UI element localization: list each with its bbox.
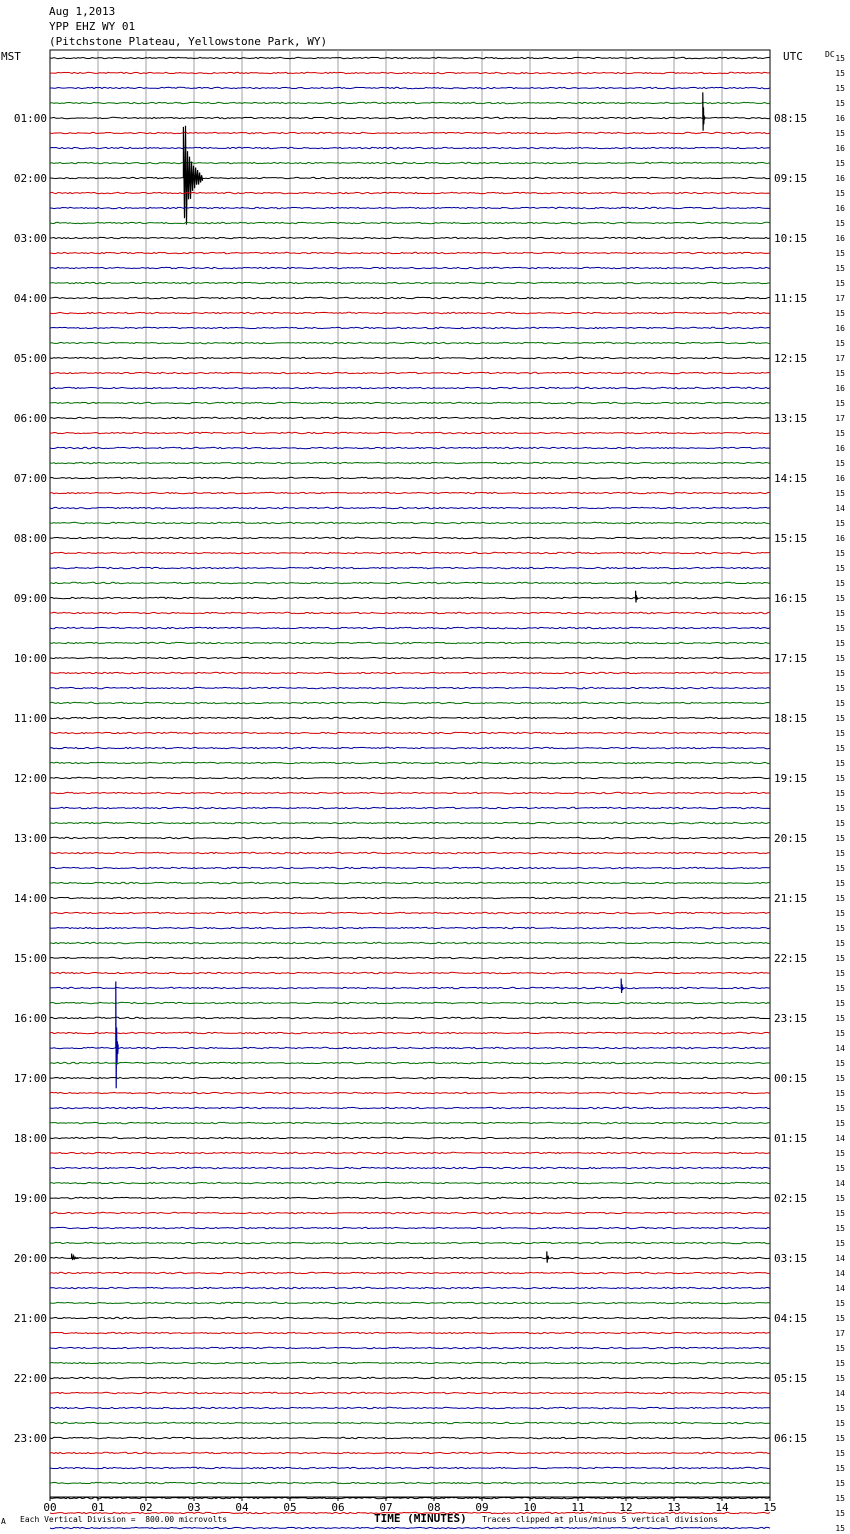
trace-row bbox=[50, 462, 770, 463]
dc-offset-label: 16 bbox=[835, 114, 845, 123]
dc-label: DC bbox=[825, 50, 835, 59]
trace-row bbox=[50, 837, 770, 838]
trace-row bbox=[50, 72, 770, 73]
seismic-event bbox=[116, 982, 118, 1089]
trace-row bbox=[50, 342, 770, 343]
right-hour-label: 12:15 bbox=[774, 352, 808, 365]
dc-offset-label: 15 bbox=[835, 1434, 845, 1443]
x-tick-label: 00 bbox=[43, 1501, 57, 1514]
dc-offset-label: 15 bbox=[835, 1029, 845, 1038]
dc-offset-label: 15 bbox=[835, 819, 845, 828]
dc-offset-label: 15 bbox=[835, 1119, 845, 1128]
station-label: YPP EHZ WY 01 bbox=[49, 20, 136, 33]
trace-row bbox=[50, 492, 770, 493]
right-hour-label: 21:15 bbox=[774, 892, 808, 905]
right-hour-label: 00:15 bbox=[774, 1072, 808, 1085]
dc-offset-label: 14 bbox=[835, 1254, 845, 1263]
left-hour-label: 06:00 bbox=[13, 412, 47, 425]
trace-row bbox=[50, 372, 770, 373]
trace-row bbox=[50, 1407, 770, 1408]
dc-offset-label: 15 bbox=[835, 1314, 845, 1323]
trace-row bbox=[50, 1242, 770, 1243]
dc-offset-label: 15 bbox=[835, 1494, 845, 1503]
trace-row bbox=[50, 1362, 770, 1363]
trace-row bbox=[50, 1257, 770, 1258]
left-hour-label: 23:00 bbox=[13, 1432, 47, 1445]
left-hour-label: 09:00 bbox=[13, 592, 47, 605]
right-hour-label: 01:15 bbox=[774, 1132, 808, 1145]
trace-row bbox=[50, 282, 770, 283]
trace-row bbox=[50, 267, 770, 268]
x-tick-label: 02 bbox=[139, 1501, 153, 1514]
trace-row bbox=[50, 1167, 770, 1168]
dc-offset-label: 16 bbox=[835, 204, 845, 213]
left-hour-label: 08:00 bbox=[13, 532, 47, 545]
trace-row bbox=[50, 507, 770, 508]
dc-offset-label: 15 bbox=[835, 129, 845, 138]
left-hour-label: 19:00 bbox=[13, 1192, 47, 1205]
trace-row bbox=[50, 387, 770, 388]
dc-offset-label: 15 bbox=[835, 489, 845, 498]
dc-offset-label: 15 bbox=[835, 1299, 845, 1308]
seismic-event bbox=[547, 1251, 549, 1262]
dc-offset-label: 15 bbox=[835, 804, 845, 813]
dc-offset-label: 15 bbox=[835, 54, 845, 63]
right-hour-label: 04:15 bbox=[774, 1312, 808, 1325]
trace-row bbox=[50, 402, 770, 403]
dc-offset-label: 15 bbox=[835, 1374, 845, 1383]
dc-offset-label: 14 bbox=[835, 1134, 845, 1143]
dc-offset-label: 15 bbox=[835, 459, 845, 468]
trace-row bbox=[50, 252, 770, 253]
trace-row bbox=[50, 1332, 770, 1333]
trace-row bbox=[50, 327, 770, 328]
dc-offset-label: 15 bbox=[835, 834, 845, 843]
left-hour-label: 12:00 bbox=[13, 772, 47, 785]
dc-offset-label: 15 bbox=[835, 429, 845, 438]
trace-row bbox=[50, 792, 770, 793]
dc-offset-label: 17 bbox=[835, 354, 845, 363]
trace-row bbox=[50, 237, 770, 238]
dc-offset-label: 15 bbox=[835, 549, 845, 558]
right-hour-label: 05:15 bbox=[774, 1372, 808, 1385]
trace-row bbox=[50, 1452, 770, 1453]
dc-offset-label: 15 bbox=[835, 789, 845, 798]
dc-offset-label: 15 bbox=[835, 1164, 845, 1173]
dc-offset-label: 15 bbox=[835, 639, 845, 648]
trace-row bbox=[50, 897, 770, 898]
dc-offset-label: 15 bbox=[835, 744, 845, 753]
trace-row bbox=[50, 222, 770, 223]
left-hour-label: 18:00 bbox=[13, 1132, 47, 1145]
date-label: Aug 1,2013 bbox=[49, 5, 116, 18]
trace-row bbox=[50, 1047, 770, 1048]
dc-offset-label: 15 bbox=[835, 309, 845, 318]
trace-row bbox=[50, 1197, 770, 1198]
dc-offset-label: 15 bbox=[835, 939, 845, 948]
dc-offset-label: 15 bbox=[835, 729, 845, 738]
dc-offset-label: 15 bbox=[835, 924, 845, 933]
trace-row bbox=[50, 1062, 770, 1063]
trace-row bbox=[50, 627, 770, 628]
x-tick-label: 05 bbox=[283, 1501, 297, 1514]
dc-offset-label: 16 bbox=[835, 144, 845, 153]
trace-row bbox=[50, 1032, 770, 1033]
dc-offset-label: 15 bbox=[835, 1509, 845, 1518]
trace-row bbox=[50, 642, 770, 643]
left-hour-label: 15:00 bbox=[13, 952, 47, 965]
left-hour-label: 01:00 bbox=[13, 112, 47, 125]
trace-row bbox=[50, 1287, 770, 1288]
dc-offset-label: 14 bbox=[835, 1179, 845, 1188]
right-hour-label: 19:15 bbox=[774, 772, 808, 785]
right-hour-label: 09:15 bbox=[774, 172, 808, 185]
dc-offset-label: 15 bbox=[835, 1074, 845, 1083]
trace-row bbox=[50, 852, 770, 853]
trace-row bbox=[50, 1137, 770, 1138]
clip-text: Traces clipped at plus/minus 5 vertical divisions bbox=[482, 1515, 719, 1524]
right-hour-label: 23:15 bbox=[774, 1012, 808, 1025]
right-hour-label: 22:15 bbox=[774, 952, 808, 965]
right-hour-label: 08:15 bbox=[774, 112, 808, 125]
right-hour-label: 15:15 bbox=[774, 532, 808, 545]
trace-row bbox=[50, 927, 770, 928]
right-hour-label: 18:15 bbox=[774, 712, 808, 725]
trace-row bbox=[50, 102, 770, 103]
plot-frame bbox=[50, 50, 770, 1497]
dc-offset-label: 15 bbox=[835, 1239, 845, 1248]
dc-offset-label: 16 bbox=[835, 384, 845, 393]
dc-offset-label: 15 bbox=[835, 669, 845, 678]
trace-row bbox=[50, 747, 770, 748]
trace-row bbox=[50, 132, 770, 133]
left-hour-label: 17:00 bbox=[13, 1072, 47, 1085]
trace-row bbox=[50, 687, 770, 688]
dc-offset-label: 15 bbox=[835, 1194, 845, 1203]
right-hour-label: 02:15 bbox=[774, 1192, 808, 1205]
dc-offset-label: 14 bbox=[835, 504, 845, 513]
x-tick-label: 10 bbox=[523, 1501, 537, 1514]
trace-row bbox=[50, 1497, 770, 1498]
dc-offset-label: 15 bbox=[835, 759, 845, 768]
trace-row bbox=[50, 162, 770, 163]
x-tick-label: 01 bbox=[91, 1501, 105, 1514]
dc-offset-label: 15 bbox=[835, 1089, 845, 1098]
trace-row bbox=[50, 597, 770, 598]
right-hour-label: 20:15 bbox=[774, 832, 808, 845]
dc-offset-label: 15 bbox=[835, 69, 845, 78]
dc-offset-label: 15 bbox=[835, 1224, 845, 1233]
dc-offset-label: 15 bbox=[835, 279, 845, 288]
dc-offset-label: 15 bbox=[835, 714, 845, 723]
left-hour-label: 02:00 bbox=[13, 172, 47, 185]
dc-offset-label: 14 bbox=[835, 1044, 845, 1053]
dc-offset-label: 15 bbox=[835, 969, 845, 978]
x-tick-label: 14 bbox=[715, 1501, 729, 1514]
left-hour-label: 10:00 bbox=[13, 652, 47, 665]
left-hour-label: 05:00 bbox=[13, 352, 47, 365]
trace-row bbox=[50, 1077, 770, 1078]
trace-row bbox=[50, 867, 770, 868]
x-tick-label: 13 bbox=[667, 1501, 681, 1514]
dc-offset-label: 15 bbox=[835, 999, 845, 1008]
trace-row bbox=[50, 912, 770, 913]
dc-offset-label: 15 bbox=[835, 159, 845, 168]
dc-offset-label: 15 bbox=[835, 609, 845, 618]
trace-row bbox=[50, 1017, 770, 1018]
left-hour-label: 13:00 bbox=[13, 832, 47, 845]
dc-offset-label: 14 bbox=[835, 1269, 845, 1278]
trace-row bbox=[50, 177, 770, 178]
dc-offset-label: 15 bbox=[835, 984, 845, 993]
x-tick-label: 15 bbox=[763, 1501, 777, 1514]
trace-row bbox=[50, 1347, 770, 1348]
dc-offset-label: 15 bbox=[835, 849, 845, 858]
right-hour-label: 06:15 bbox=[774, 1432, 808, 1445]
trace-row bbox=[50, 1302, 770, 1303]
dc-offset-label: 15 bbox=[835, 1209, 845, 1218]
dc-offset-label: 15 bbox=[835, 1149, 845, 1158]
x-tick-label: 07 bbox=[379, 1501, 393, 1514]
dc-offset-label: 15 bbox=[835, 879, 845, 888]
trace-row bbox=[50, 537, 770, 538]
trace-row bbox=[50, 192, 770, 193]
seismic-event bbox=[183, 126, 202, 225]
right-hour-label: 16:15 bbox=[774, 592, 808, 605]
dc-offset-label: 15 bbox=[835, 1014, 845, 1023]
scale-text: Each Vertical Division = 800.00 microvolts bbox=[20, 1515, 228, 1524]
trace-row bbox=[50, 987, 770, 988]
dc-offset-label: 15 bbox=[835, 99, 845, 108]
dc-offset-label: 15 bbox=[835, 1404, 845, 1413]
dc-offset-label: 15 bbox=[835, 564, 845, 573]
location-label: (Pitchstone Plateau, Yellowstone Park, WY) bbox=[49, 35, 328, 48]
dc-offset-label: 15 bbox=[835, 699, 845, 708]
left-hour-label: 16:00 bbox=[13, 1012, 47, 1025]
left-hour-label: 07:00 bbox=[13, 472, 47, 485]
trace-row bbox=[50, 1527, 770, 1528]
trace-row bbox=[50, 1467, 770, 1468]
dc-offset-label: 15 bbox=[835, 1479, 845, 1488]
trace-row bbox=[50, 702, 770, 703]
dc-offset-label: 15 bbox=[835, 624, 845, 633]
dc-offset-label: 15 bbox=[835, 654, 845, 663]
right-hour-label: 17:15 bbox=[774, 652, 808, 665]
trace-row bbox=[50, 1182, 770, 1183]
dc-offset-label: 15 bbox=[835, 864, 845, 873]
trace-row bbox=[50, 357, 770, 358]
trace-row bbox=[50, 732, 770, 733]
dc-offset-label: 15 bbox=[835, 369, 845, 378]
dc-offset-label: 16 bbox=[835, 474, 845, 483]
trace-row bbox=[50, 1317, 770, 1318]
trace-row bbox=[50, 417, 770, 418]
trace-row bbox=[50, 882, 770, 883]
x-tick-label: 12 bbox=[619, 1501, 633, 1514]
dc-offset-label: 16 bbox=[835, 444, 845, 453]
dc-offset-label: 15 bbox=[835, 249, 845, 258]
trace-row bbox=[50, 777, 770, 778]
trace-row bbox=[50, 822, 770, 823]
right-hour-label: 11:15 bbox=[774, 292, 808, 305]
trace-row bbox=[50, 1122, 770, 1123]
right-hour-label: 14:15 bbox=[774, 472, 808, 485]
x-axis-title: TIME (MINUTES) bbox=[374, 1512, 467, 1525]
dc-offset-label: 15 bbox=[835, 894, 845, 903]
dc-offset-label: 15 bbox=[835, 519, 845, 528]
dc-offset-label: 15 bbox=[835, 1359, 845, 1368]
dc-offset-label: 14 bbox=[835, 1284, 845, 1293]
right-timezone-label: UTC bbox=[783, 50, 803, 63]
trace-row bbox=[50, 582, 770, 583]
dc-offset-label: 15 bbox=[835, 189, 845, 198]
right-hour-label: 10:15 bbox=[774, 232, 808, 245]
dc-offset-label: 15 bbox=[835, 264, 845, 273]
left-hour-label: 20:00 bbox=[13, 1252, 47, 1265]
trace-row bbox=[50, 117, 770, 118]
dc-offset-label: 14 bbox=[835, 1389, 845, 1398]
x-tick-label: 11 bbox=[571, 1501, 585, 1514]
trace-row bbox=[50, 1002, 770, 1003]
dc-offset-label: 15 bbox=[835, 594, 845, 603]
left-hour-label: 21:00 bbox=[13, 1312, 47, 1325]
trace-row bbox=[50, 762, 770, 763]
dc-offset-label: 17 bbox=[835, 294, 845, 303]
trace-row bbox=[50, 1482, 770, 1483]
dc-offset-label: 15 bbox=[835, 1524, 845, 1533]
left-hour-label: 11:00 bbox=[13, 712, 47, 725]
dc-offset-label: 15 bbox=[835, 1449, 845, 1458]
trace-row bbox=[50, 57, 770, 58]
dc-offset-label: 15 bbox=[835, 1104, 845, 1113]
trace-row bbox=[50, 447, 770, 448]
dc-offset-label: 15 bbox=[835, 1344, 845, 1353]
dc-offset-label: 15 bbox=[835, 399, 845, 408]
dc-offset-label: 15 bbox=[835, 774, 845, 783]
left-timezone-label: MST bbox=[1, 50, 21, 63]
dc-offset-label: 15 bbox=[835, 909, 845, 918]
trace-row bbox=[50, 1092, 770, 1093]
trace-row bbox=[50, 1212, 770, 1213]
dc-offset-label: 16 bbox=[835, 534, 845, 543]
trace-row bbox=[50, 552, 770, 553]
trace-row bbox=[50, 312, 770, 313]
seismic-event bbox=[703, 92, 705, 130]
dc-offset-label: 15 bbox=[835, 339, 845, 348]
trace-row bbox=[50, 207, 770, 208]
left-hour-label: 22:00 bbox=[13, 1372, 47, 1385]
left-hour-label: 14:00 bbox=[13, 892, 47, 905]
seismic-event bbox=[636, 591, 638, 603]
trace-row bbox=[50, 672, 770, 673]
right-hour-label: 13:15 bbox=[774, 412, 808, 425]
dc-offset-label: 17 bbox=[835, 1329, 845, 1338]
dc-offset-label: 15 bbox=[835, 84, 845, 93]
seismic-event bbox=[621, 979, 623, 994]
dc-offset-label: 15 bbox=[835, 1419, 845, 1428]
trace-row bbox=[50, 717, 770, 718]
trace-row bbox=[50, 1107, 770, 1108]
dc-offset-label: 15 bbox=[835, 579, 845, 588]
trace-row bbox=[50, 972, 770, 973]
dc-offset-label: 15 bbox=[835, 1059, 845, 1068]
trace-row bbox=[50, 1422, 770, 1423]
x-tick-label: 08 bbox=[427, 1501, 441, 1514]
trace-row bbox=[50, 657, 770, 658]
trace-row bbox=[50, 1437, 770, 1438]
trace-row bbox=[50, 1227, 770, 1228]
trace-row bbox=[50, 567, 770, 568]
trace-row bbox=[50, 297, 770, 298]
trace-row bbox=[50, 1377, 770, 1378]
dc-offset-label: 15 bbox=[835, 1464, 845, 1473]
dc-offset-label: 15 bbox=[835, 954, 845, 963]
corner-mark: A bbox=[1, 1517, 6, 1526]
trace-row bbox=[50, 522, 770, 523]
trace-row bbox=[50, 477, 770, 478]
trace-row bbox=[50, 612, 770, 613]
seismic-event bbox=[72, 1254, 79, 1260]
x-tick-label: 04 bbox=[235, 1501, 249, 1514]
trace-row bbox=[50, 942, 770, 943]
dc-offset-label: 16 bbox=[835, 174, 845, 183]
trace-row bbox=[50, 1272, 770, 1273]
x-tick-label: 09 bbox=[475, 1501, 489, 1514]
trace-row bbox=[50, 957, 770, 958]
trace-row bbox=[50, 1392, 770, 1393]
trace-row bbox=[50, 1152, 770, 1153]
trace-row bbox=[50, 147, 770, 148]
trace-row bbox=[50, 807, 770, 808]
left-hour-label: 03:00 bbox=[13, 232, 47, 245]
trace-row bbox=[50, 432, 770, 433]
dc-offset-label: 16 bbox=[835, 324, 845, 333]
dc-offset-label: 15 bbox=[835, 219, 845, 228]
left-hour-label: 04:00 bbox=[13, 292, 47, 305]
dc-offset-label: 16 bbox=[835, 234, 845, 243]
trace-row bbox=[50, 87, 770, 88]
dc-offset-label: 15 bbox=[835, 684, 845, 693]
x-tick-label: 06 bbox=[331, 1501, 345, 1514]
dc-offset-label: 17 bbox=[835, 414, 845, 423]
right-hour-label: 03:15 bbox=[774, 1252, 808, 1265]
x-tick-label: 03 bbox=[187, 1501, 201, 1514]
